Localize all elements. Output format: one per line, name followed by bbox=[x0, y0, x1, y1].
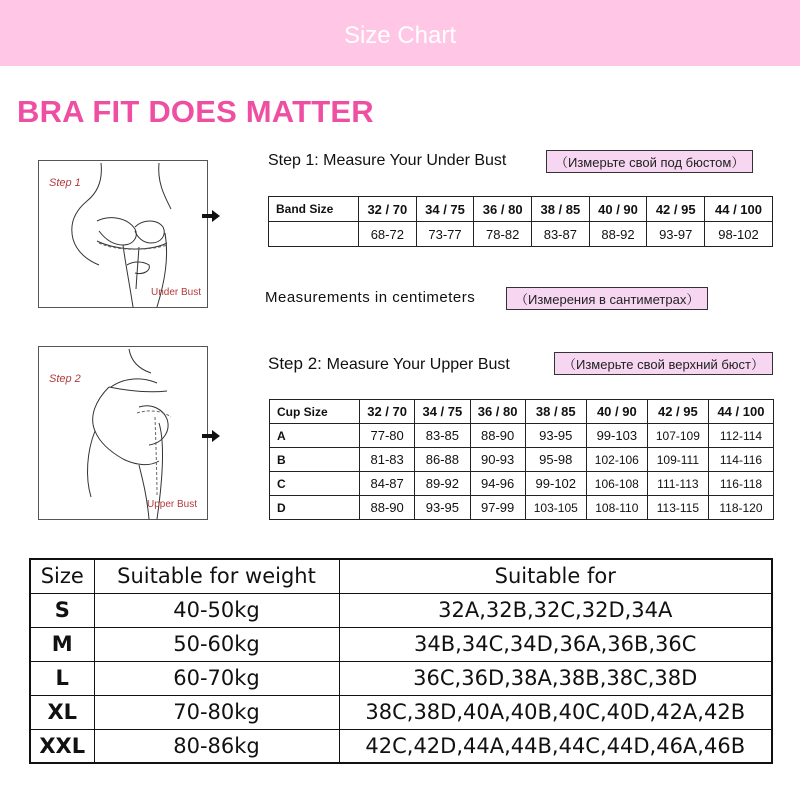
arrow-right-icon bbox=[202, 430, 220, 442]
table-cell bbox=[269, 222, 359, 247]
table-header-cell: Suitable for bbox=[339, 559, 772, 593]
table-cell: 42 / 95 bbox=[647, 197, 705, 222]
step2-heading bbox=[268, 354, 510, 374]
table-cell: 112-114 bbox=[708, 424, 773, 448]
table-cell: 111-113 bbox=[647, 472, 708, 496]
table-cell: 70-80kg bbox=[94, 695, 339, 729]
table-cell: 44 / 100 bbox=[705, 197, 773, 222]
step2-prefix: Step 2: bbox=[268, 354, 327, 373]
table-cell: 113-115 bbox=[647, 496, 708, 520]
table-cell: 102-106 bbox=[586, 448, 647, 472]
table-cell: Cup Size bbox=[270, 400, 360, 424]
table-row bbox=[270, 400, 774, 424]
header-banner bbox=[0, 0, 800, 66]
table-cell: 88-92 bbox=[589, 222, 647, 247]
table-cell: 40 / 90 bbox=[589, 197, 647, 222]
table-row bbox=[30, 593, 772, 627]
table-cell: 68-72 bbox=[359, 222, 417, 247]
table-cell: 94-96 bbox=[470, 472, 525, 496]
table-cell: 78-82 bbox=[474, 222, 532, 247]
table-cell: 97-99 bbox=[470, 496, 525, 520]
step1-prefix: Step 1: bbox=[268, 152, 324, 169]
table-cell: 80-86kg bbox=[94, 729, 339, 763]
table-cell: B bbox=[270, 448, 360, 472]
figure-step-label: Step 2 bbox=[49, 373, 81, 385]
table-cell: 34B,34C,34D,36A,36B,36C bbox=[339, 627, 772, 661]
table-cell: 83-87 bbox=[532, 222, 590, 247]
upper-bust-illustration bbox=[38, 346, 208, 520]
step1-heading bbox=[268, 152, 506, 170]
table-row bbox=[30, 661, 772, 695]
table-cell: 42C,42D,44A,44B,44C,44D,46A,46B bbox=[339, 729, 772, 763]
table-cell: 103-105 bbox=[525, 496, 586, 520]
table-row bbox=[30, 729, 772, 763]
table-cell: 32 / 70 bbox=[360, 400, 415, 424]
arrow-right-icon bbox=[202, 210, 220, 222]
table-row bbox=[270, 496, 774, 520]
table-cell: 42 / 95 bbox=[647, 400, 708, 424]
table-cell: M bbox=[30, 627, 94, 661]
table-cell: 107-109 bbox=[647, 424, 708, 448]
table-row bbox=[270, 448, 774, 472]
table-cell: 108-110 bbox=[586, 496, 647, 520]
table-cell: 109-111 bbox=[647, 448, 708, 472]
table-cell: 38 / 85 bbox=[532, 197, 590, 222]
table-cell: 86-88 bbox=[415, 448, 470, 472]
table-cell: 36C,36D,38A,38B,38C,38D bbox=[339, 661, 772, 695]
table-cell: 99-102 bbox=[525, 472, 586, 496]
table-cell: 93-97 bbox=[647, 222, 705, 247]
table-cell: 118-120 bbox=[708, 496, 773, 520]
table-cell: 77-80 bbox=[360, 424, 415, 448]
table-cell: 114-116 bbox=[708, 448, 773, 472]
step2-text: Measure Your Upper Bust bbox=[326, 356, 510, 373]
table-cell: 84-87 bbox=[360, 472, 415, 496]
headline: BRA FIT DOES MATTER bbox=[17, 94, 374, 129]
table-cell: L bbox=[30, 661, 94, 695]
table-cell: 34 / 75 bbox=[415, 400, 470, 424]
table-cell: 73-77 bbox=[416, 222, 474, 247]
step1-russian-label: （Измерьте свой под бюстом） bbox=[546, 150, 753, 173]
table-cell: 95-98 bbox=[525, 448, 586, 472]
table-cell: XXL bbox=[30, 729, 94, 763]
table-cell: 32A,32B,32C,32D,34A bbox=[339, 593, 772, 627]
table-row bbox=[30, 627, 772, 661]
table-cell: 40-50kg bbox=[94, 593, 339, 627]
table-row bbox=[30, 695, 772, 729]
table-row bbox=[270, 424, 774, 448]
table-row bbox=[269, 197, 773, 222]
table-cell: 93-95 bbox=[415, 496, 470, 520]
table-cell: 36 / 80 bbox=[474, 197, 532, 222]
table-row bbox=[270, 472, 774, 496]
table-cell: 89-92 bbox=[415, 472, 470, 496]
under-bust-illustration bbox=[38, 160, 208, 308]
page-title: Size Chart bbox=[343, 22, 457, 49]
table-header-cell: Suitable for weight bbox=[94, 559, 339, 593]
step1-text: Measure Your Under Bust bbox=[323, 152, 507, 169]
size-weight-table bbox=[29, 558, 773, 764]
table-cell: 83-85 bbox=[415, 424, 470, 448]
figure-caption: Under Bust bbox=[151, 287, 202, 298]
table-cell: 106-108 bbox=[586, 472, 647, 496]
table-cell: 88-90 bbox=[470, 424, 525, 448]
table-cell: 32 / 70 bbox=[359, 197, 417, 222]
table-cell: 34 / 75 bbox=[416, 197, 474, 222]
table-cell: 81-83 bbox=[360, 448, 415, 472]
table-cell: 60-70kg bbox=[94, 661, 339, 695]
table-cell: S bbox=[30, 593, 94, 627]
figure-caption: Upper Bust bbox=[147, 499, 198, 510]
table-cell: Band Size bbox=[269, 197, 359, 222]
measurements-russian-label: （Измерения в сантиметрах） bbox=[506, 287, 708, 310]
measurements-note: Measurements in centimeters bbox=[265, 289, 476, 306]
table-cell: 98-102 bbox=[705, 222, 773, 247]
table-cell: XL bbox=[30, 695, 94, 729]
table-cell: 116-118 bbox=[708, 472, 773, 496]
table-cell: C bbox=[270, 472, 360, 496]
table-cell: D bbox=[270, 496, 360, 520]
cup-size-table bbox=[269, 399, 774, 520]
band-size-table bbox=[268, 196, 773, 247]
table-cell: 38 / 85 bbox=[525, 400, 586, 424]
table-cell: 40 / 90 bbox=[586, 400, 647, 424]
table-cell: 38C,38D,40A,40B,40C,40D,42A,42B bbox=[339, 695, 772, 729]
table-row bbox=[30, 559, 772, 593]
table-cell: 50-60kg bbox=[94, 627, 339, 661]
table-cell: 99-103 bbox=[586, 424, 647, 448]
table-cell: A bbox=[270, 424, 360, 448]
table-cell: 88-90 bbox=[360, 496, 415, 520]
table-cell: 36 / 80 bbox=[470, 400, 525, 424]
table-header-cell: Size bbox=[30, 559, 94, 593]
table-cell: 44 / 100 bbox=[708, 400, 773, 424]
figure-step-label: Step 1 bbox=[49, 177, 81, 189]
table-row bbox=[269, 222, 773, 247]
table-cell: 93-95 bbox=[525, 424, 586, 448]
step2-russian-label: （Измерьте свой верхний бюст） bbox=[554, 352, 773, 375]
table-cell: 90-93 bbox=[470, 448, 525, 472]
